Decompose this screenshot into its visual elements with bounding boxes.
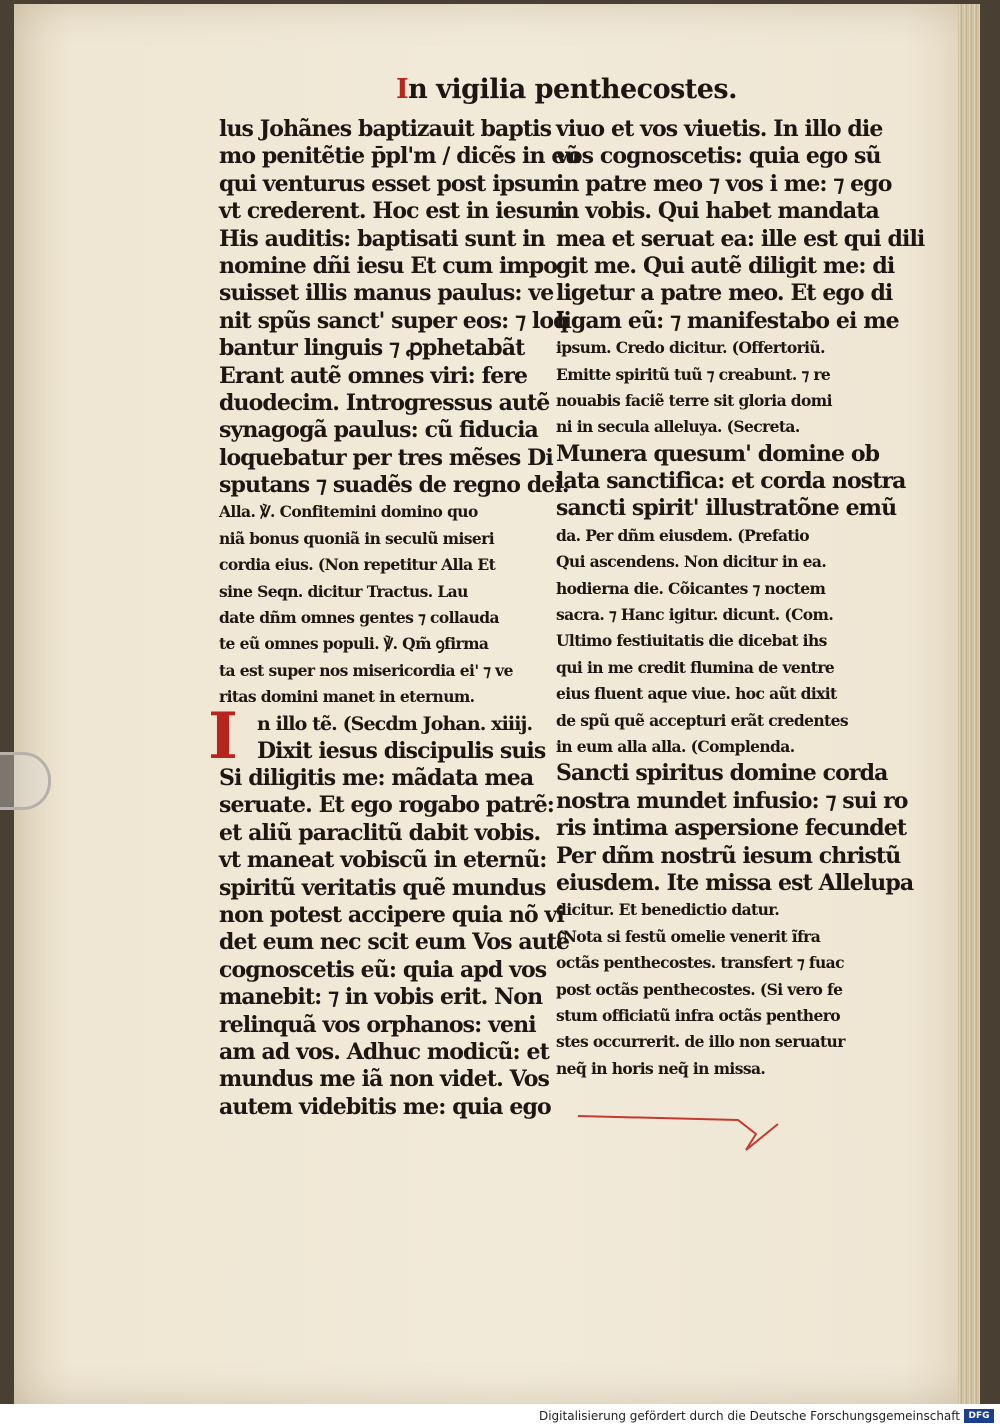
right-column-line: post octãs penthecostes. (Si vero fe: [556, 979, 843, 999]
right-column-line: nostra mundet infusio: ⁊ sui ro: [556, 787, 908, 814]
left-column-line: nomine dñi iesu Et cum impo: [219, 252, 558, 279]
left-text-column: [219, 116, 580, 1121]
right-column-line: ligam eũ: ⁊ manifestabo ei me: [556, 307, 899, 334]
left-column-line: synagogã paulus: cũ fiducia: [219, 417, 538, 444]
left-column-line: vt crederent. Hoc est in iesum.: [219, 198, 572, 225]
right-column-line: octãs penthecostes. transfert ⁊ fuac: [556, 953, 844, 973]
running-head-text: n vigilia penthecostes.: [408, 74, 738, 105]
right-column-line: in patre meo ⁊ vos i me: ⁊ ego: [556, 170, 892, 197]
right-column-line: eiusdem. Ite missa est Allelupa: [556, 869, 914, 896]
right-column-line: da. Per dñm eiusdem. (Prefatio: [556, 525, 809, 545]
right-column-line: ris intima aspersione fecundet: [556, 815, 907, 842]
right-column-line: nouabis faciẽ terre sit gloria domi: [556, 390, 832, 410]
right-column-line: git me. Qui autẽ diligit me: di: [556, 252, 895, 279]
left-column-line: His auditis: baptisati sunt in: [219, 225, 545, 252]
right-text-column: [556, 116, 925, 1082]
running-head: [396, 74, 738, 114]
left-column-line: niã bonus quoniã in seculũ miseri: [219, 528, 495, 548]
left-column-line: autem videbitis me: quia ego: [219, 1093, 551, 1120]
left-column-line: bantur linguis ⁊ ꝓphetabãt: [219, 335, 525, 362]
right-column-line: Munera quesum' domine ob: [556, 440, 880, 467]
left-column-line: mundus me iã non videt. Vos: [219, 1066, 550, 1093]
left-column-line: duodecim. Introgressus autẽ: [219, 389, 550, 416]
page-edges: [958, 4, 980, 1408]
left-column-line: sputans ⁊ suadẽs de regno dei.: [219, 472, 569, 499]
right-column-line: sancti spirit' illustratõne emũ: [556, 495, 897, 522]
right-column-line: stum officiatũ infra octãs penthero: [556, 1005, 841, 1025]
right-column-line: viuo et vos viuetis. In illo die: [556, 116, 883, 142]
left-column-line: date dñm omnes gentes ⁊ collauda: [219, 608, 499, 628]
left-column-line: qui venturus esset post ipsum: [219, 170, 564, 197]
footer-bar: [0, 1404, 1000, 1428]
dfg-logo: DFG: [964, 1409, 994, 1423]
right-column-line: ipsum. Credo dicitur. (Offertoriũ.: [556, 338, 825, 358]
right-column-line: ni in secula alleluya. (Secreta.: [556, 417, 800, 437]
rubric-flourish: [578, 1112, 788, 1162]
left-column-line: cognoscetis eũ: quia apd vos: [219, 956, 547, 983]
running-head-initial: I: [396, 74, 409, 105]
right-column-line: Emitte spiritũ tuũ ⁊ creabunt. ⁊ re: [556, 364, 831, 384]
right-column-line: ligetur a patre meo. Et ego di: [556, 280, 893, 307]
right-column-line: de spũ quẽ accepturi erãt credentes: [556, 710, 848, 730]
right-column-line: Per dñm nostrũ iesum christũ: [556, 842, 901, 869]
left-column-line: nit spũs sanct' super eos: ⁊ loq̄: [219, 307, 568, 334]
right-column-line: hodierna die. Cõicantes ⁊ noctem: [556, 578, 826, 598]
left-column-line: cordia eius. (Non repetitur Alla Et: [219, 555, 496, 575]
right-column-line: in vobis. Qui habet mandata: [556, 198, 879, 225]
left-column-line: spiritũ veritatis quẽ mundus: [219, 874, 546, 901]
right-column-line: qui in me credit flumina de ventre: [556, 657, 835, 677]
left-column-line: suisset illis manus paulus: ve: [219, 280, 554, 307]
right-column-line: Sancti spiritus domine corda: [556, 760, 888, 787]
right-column-line: (Nota si festũ omelie venerit ĩfra: [556, 926, 821, 946]
left-column-line: seruate. Et ego rogabo patrẽ:: [219, 792, 555, 819]
left-column-line: Si diligitis me: mãdata mea: [219, 764, 534, 791]
left-column-line: ta est super nos misericordia ei' ⁊ ve: [219, 660, 513, 680]
left-column-line: Dixit iesus discipulis suis: [257, 737, 546, 764]
right-column-line: in eum alla alla. (Complenda.: [556, 736, 795, 756]
left-column-line: et aliũ paraclitũ dabit vobis.: [219, 819, 541, 846]
right-column-line: Ultimo festiuitatis die dicebat ihs: [556, 631, 827, 651]
right-column-line: lata sanctifica: et corda nostra: [556, 468, 906, 495]
right-column-line: eius fluent aque viue. hoc aũt dixit: [556, 684, 837, 704]
right-column-line: dicitur. Et benedictio datur.: [556, 900, 780, 920]
right-column-line: mea et seruat ea: ille est qui dili: [556, 225, 925, 252]
left-column-line: relinquã vos orphanos: veni: [219, 1011, 536, 1038]
left-column-line: vt maneat vobiscũ in eternũ:: [219, 847, 547, 874]
left-column-line: mo penitẽtie p̄pl'm / dicẽs in eũ: [219, 143, 580, 170]
left-column-line: non potest accipere quia nõ vi: [219, 901, 564, 928]
right-column-line: sacra. ⁊ Hanc igitur. dicunt. (Com.: [556, 605, 834, 625]
left-column-line: manebit: ⁊ in vobis erit. Non: [219, 984, 543, 1011]
left-column-line: loquebatur per tres mẽses Di: [219, 444, 553, 471]
left-column-line: lus Johãnes baptizauit baptis: [219, 116, 552, 142]
left-column-line: det eum nec scit eum Vos autẽ: [219, 929, 570, 956]
left-column-line: Alla. ℣. Confitemini domino quo: [219, 502, 478, 522]
right-column-line: Qui ascendens. Non dicitur in ea.: [556, 552, 827, 572]
right-column-line: vos cognoscetis: quia ego sũ: [556, 143, 881, 170]
left-column-line: ritas domini manet in eternum.: [219, 687, 475, 707]
left-column-line: n illo tẽ. (Secdm Johan. xiiij.: [257, 712, 533, 735]
left-column-line: sine Seqn. dicitur Tractus. Lau: [219, 581, 468, 601]
right-column-line: stes occurrerit. de illo non seruatur: [556, 1032, 845, 1052]
left-column-line: Erant autẽ omnes viri: fere: [219, 362, 528, 389]
footer-credit: Digitalisierung gefördert durch die Deutsche Forschungsgemeinschaft: [538, 1409, 960, 1423]
right-column-line: neq̃ in horis neq̃ in missa.: [556, 1058, 766, 1078]
decorated-initial-I: I: [208, 699, 238, 774]
left-column-line: te eũ omnes populi. ℣. Qm̃ ꝯfirma: [219, 634, 489, 654]
left-column-line: am ad vos. Adhuc modicũ: et: [219, 1038, 549, 1065]
